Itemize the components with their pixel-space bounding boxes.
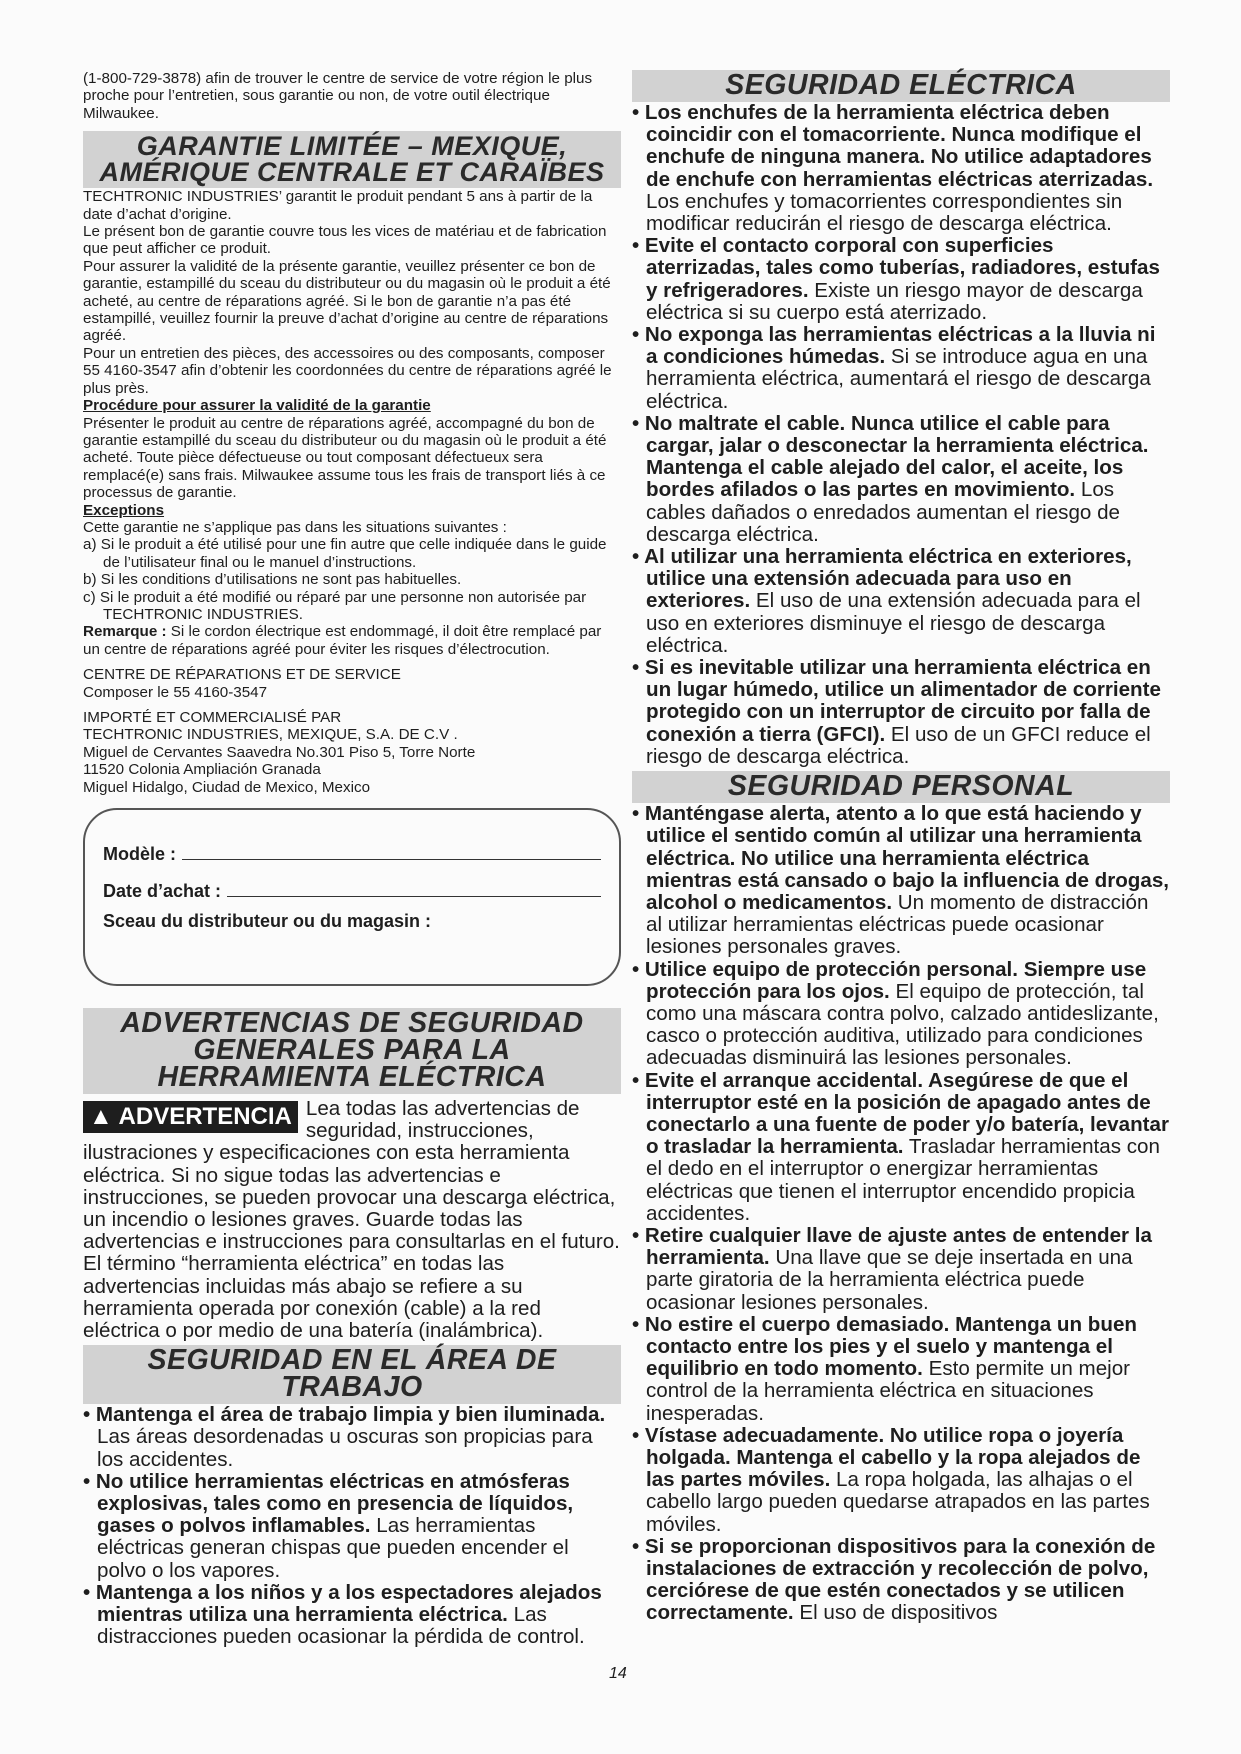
exceptions-intro: Cette garantie ne s’applique pas dans les situations suivantes : (83, 518, 507, 536)
service-center-title: CENTRE DE RÉPARATIONS ET DE SERVICE (83, 666, 401, 684)
procedure-heading: Procédure pour assurer la validité de la garantie (83, 397, 431, 415)
warning-badge: ▲ ADVERTENCIA (83, 1101, 298, 1133)
purchase-date-label: Date d’achat : (103, 881, 222, 902)
remark-label: Remarque : (83, 623, 167, 641)
exceptions-heading: Exceptions (83, 501, 165, 519)
remark-text: Si le cordon électrique est endommagé, il doit être remplacé par un centre de réparations agréé pour éviter les risques d’électrocution. (83, 623, 602, 658)
work-area-heading: SEGURIDAD EN EL ÁREA DE TRABAJO (83, 1345, 621, 1404)
seal-label: Sceau du distributeur ou du magasin : (103, 911, 432, 932)
exception-c: c) Si le produit a été modifié ou réparé par une personne non autorisée par TECHTRONIC INDUSTRIES. (83, 588, 587, 623)
exception-a: a) Si le produit a été utilisé pour une fin autre que celle indiquée dans le guide de l’utilisateur final ou le manuel d’instructions. (83, 536, 607, 571)
work-area-item-1: • Mantenga el área de trabajo limpia y bien iluminada. Las áreas desordenadas u oscuras son propicias para los accidentes. (83, 1403, 606, 1471)
right-column (632, 70, 1170, 1625)
work-area-item-3: • Mantenga a los niños y a los espectadores alejados mientras utiliza una herramienta eléctrica. Las distracciones pueden ocasionar la pérdida de control. (83, 1580, 602, 1649)
personal-item-1: • Manténgase alerta, atento a lo que está haciendo y utilice el sentido común al utilizar una herramienta eléctrica. No utilice una herramienta eléctrica mientras está cansado o bajo la influencia de drogas, alcohol o medicamentos. Un momento de distracción al utilizar herramientas eléctricas puede ocasionar lesiones personales graves. (632, 802, 1170, 959)
remark (83, 623, 621, 658)
personal-item-6: • Vístase adecuadamente. No utilice ropa o joyería holgada. Mantenga el cabello y la ropa alejados de las partes móviles. La ropa holgada, las alhajas o el cabello largo pueden quedarse atrapados en las partes móviles. (632, 1423, 1150, 1536)
model-field (182, 841, 601, 860)
guarantee-p4: Pour un entretien des pièces, des accessoires ou des composants, composer 55 4160-3547 afin d’obtenir les coordonnées du centre de réparations agréé le plus près. (83, 344, 612, 397)
procedure-text: Présenter le produit au centre de réparations agréé, accompagné du bon de garantie estampillé du sceau du distributeur ou du magasin où le produit a été acheté. Toute pièce défectueuse ou tout composant défectueux sera remplacé(e) sans frais. Milwaukee assume tous les frais de transport liés à ce processus de garantie. (83, 414, 607, 502)
importer-line-5: Miguel Hidalgo, Ciudad de Mexico, Mexico (83, 778, 371, 796)
electrical-item-5: • Al utilizar una herramienta eléctrica en exteriores, utilice una extensión adecuada para uso en exteriores. El uso de una extensión adecuada para el uso en exteriores disminuye el riesgo de descarga eléctrica. (632, 545, 1141, 657)
left-column (83, 70, 621, 1649)
personal-item-3: • Evite el arranque accidental. Asegúrese de que el interruptor esté en la posición de apagado antes de conectarlo a una fuente de poder y/o batería, levantar o trasladar la herramienta. Trasladar herramientas con el dedo en el interruptor o energizar herramientas eléctricas que tienen el interruptor encendido propicia accidentes. (632, 1068, 1169, 1225)
electrical-item-3: • No exponga las herramientas eléctricas a la lluvia ni a condiciones húmedas. Si se introduce agua en una herramienta eléctrica, aumentará el riesgo de descarga eléctrica. (632, 323, 1156, 413)
electrical-item-2: • Evite el contacto corporal con superficies aterrizadas, tales como tuberías, radiadores, estufas y refrigeradores. Existe un riesgo mayor de descarga eléctrica si su cuerpo está aterrizado. (632, 234, 1160, 324)
personal-item-7: • Si se proporcionan dispositivos para la conexión de instalaciones de extracción y recolección de polvo, cerciórese de que estén conectados y se utilicen correctamente. El uso de dispositivos (632, 1534, 1156, 1625)
personal-safety-heading: SEGURIDAD PERSONAL (632, 771, 1170, 803)
page-number: 14 (609, 1665, 627, 1682)
electrical-item-1: • Los enchufes de la herramienta eléctrica deben coincidir con el tomacorriente. Nunca modifique el enchufe de ninguna manera. No utilice adaptadores de enchufe con herramientas eléctricas aterrizadas. Los enchufes y tomacorrientes correspondientes sin modificar reducirán el riesgo de descarga eléctrica. (632, 101, 1154, 236)
guarantee-heading: GARANTIE LIMITÉE – MEXIQUE, AMÉRIQUE CENTRALE ET CARAÏBES (83, 131, 621, 188)
warning-badge-label: ADVERTENCIA (118, 1103, 292, 1131)
warnings-heading: ADVERTENCIAS DE SEGURIDAD GENERALES PARA LA HERRAMIENTA ELÉCTRICA (83, 1008, 621, 1094)
electrical-item-4: • No maltrate el cable. Nunca utilice el cable para cargar, jalar o desconectar la herramienta eléctrica. Mantenga el cable alejado del calor, el aceite, los bordes afilados o las partes en movimiento. Los cables dañados o enredados aumentan el riesgo de descarga eléctrica. (632, 411, 1149, 546)
purchase-info-box (83, 808, 621, 986)
guarantee-p1: TECHTRONIC INDUSTRIES’ garantit le produit pendant 5 ans à partir de la date d’achat d’origine. (83, 188, 593, 223)
personal-item-2: • Utilice equipo de protección personal. Siempre use protección para los ojos. El equipo de protección, tal como una máscara contra polvo, calzado antideslizante, casco o protección auditiva, utilizado para condiciones adecuadas disminuirá las lesiones personales. (632, 957, 1159, 1070)
exception-b: b) Si les conditions d’utilisations ne sont pas habituelles. (83, 571, 462, 589)
importer-line-1: IMPORTÉ ET COMMERCIALISÉ PAR (83, 709, 342, 726)
guarantee-p3: Pour assurer la validité de la présente garantie, veuillez présenter ce bon de garantie, estampillé du sceau du distributeur ou du magasin où le produit a été acheté, au centre de réparations agréé. Si le bon de garantie n’a pas été estampillé, veuillez fournir la preuve d’achat d’origine au centre de réparations agréé. (83, 257, 611, 345)
service-center-phone: Composer le 55 4160-3547 (83, 683, 268, 701)
importer-line-2: TECHTRONIC INDUSTRIES, MEXIQUE, S.A. DE C.V . (83, 726, 458, 744)
guarantee-p2: Le présent bon de garantie couvre tous les vices de matériau et de fabrication que peut afficher ce produit. (83, 223, 607, 258)
intro-text: (1-800-729-3878) afin de trouver le centre de service de votre région le plus proche pour l’entretien, sous garantie ou non, de votre outil électrique Milwaukee. (83, 70, 593, 122)
model-label: Modèle : (103, 844, 177, 865)
personal-item-5: • No estire el cuerpo demasiado. Mantenga un buen contacto entre los pies y el suelo y mantenga el equilibrio en todo momento. Esto permite un mejor control de la herramienta eléctrica en situaciones inesperadas. (632, 1312, 1137, 1425)
personal-item-4: • Retire cualquier llave de ajuste antes de entender la herramienta. Una llave que se deje insertada en una parte giratoria de la herramienta eléctrica puede ocasionar lesiones personales. (632, 1223, 1152, 1314)
electrical-item-6: • Si es inevitable utilizar una herramienta eléctrica en un lugar húmedo, utilice un alimentador de corriente protegido con un interruptor de circuito por falla de conexión a tierra (GFCI). El uso de un GFCI reduce el riesgo de descarga eléctrica. (632, 656, 1161, 768)
importer-line-3: Miguel de Cervantes Saavedra No.301 Piso 5, Torre Norte (83, 743, 476, 761)
electrical-safety-heading: SEGURIDAD ELÉCTRICA (632, 70, 1170, 102)
warning-paragraph (83, 1098, 621, 1342)
importer-line-4: 11520 Colonia Ampliación Granada (83, 761, 321, 779)
work-area-item-2: • No utilice herramientas eléctricas en atmósferas explosivas, tales como en presencia de líquidos, gases o polvos inflamables. Las herramientas eléctricas generan chispas que pueden encender el polvo o los vapores. (83, 1469, 574, 1582)
purchase-date-field (227, 878, 601, 897)
warning-text: Lea todas las advertencias de seguridad, instrucciones, ilustraciones y especificaciones con esta herramienta eléctrica. Si no sigue todas las advertencias e instrucciones, se pueden provocar una descarga eléctrica, un incendio o lesiones graves. Guarde todas las advertencias e instrucciones para consultarlas en el futuro. El término “herramienta eléctrica” en todas las advertencias incluidas más abajo se refiere a su herramienta operada por conexión (cable) a la red eléctrica o por medio de una batería (inalámbrica). (83, 1097, 620, 1343)
